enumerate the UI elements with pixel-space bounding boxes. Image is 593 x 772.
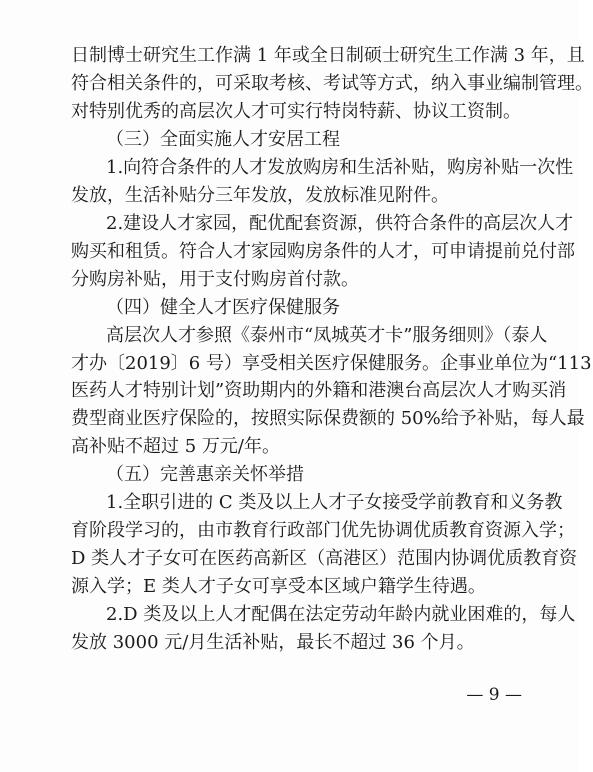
section-heading: （五）完善惠亲关怀举措 bbox=[106, 464, 304, 486]
paragraph-line: 对特别优秀的高层次人才可实行特岗特薪、协议工资制。 bbox=[71, 100, 521, 122]
paragraph-line: 才办〔2019〕6 号）享受相关医疗保健服务。企事业单位为“113 bbox=[71, 352, 592, 374]
paragraph-line: 发放，生活补贴分三年发放，发放标准见附件。 bbox=[71, 184, 449, 206]
section-heading: （三）全面实施人才安居工程 bbox=[106, 128, 340, 150]
paragraph-line: 2.建设人才家园，配优配套资源，供符合条件的高层次人才 bbox=[106, 212, 574, 234]
paragraph-line: 源入学；E 类人才子女可享受本区域户籍学生待遇。 bbox=[71, 576, 486, 598]
page-number: — 9 — bbox=[466, 685, 522, 705]
paragraph-line: 2.D 类及以上人才配偶在法定劳动年龄内就业困难的，每人 bbox=[106, 604, 576, 625]
paragraph-line: 育阶段学习的，由市教育行政部门优先协调优质教育资源入学； bbox=[71, 520, 575, 542]
paragraph-line: D 类人才子女可在医药高新区（高港区）范围内协调优质教育资 bbox=[71, 548, 578, 570]
paragraph-line: 发放 3000 元/月生活补贴，最长不超过 36 个月。 bbox=[71, 632, 475, 653]
paragraph-line: 日制博士研究生工作满 1 年或全日制硕士研究生工作满 3 年，且 bbox=[71, 45, 585, 66]
paragraph-line: 高补贴不超过 5 万元/年。 bbox=[71, 436, 280, 458]
paragraph-line: 医药人才特别计划”资助期内的外籍和港澳台高层次人才购买消 bbox=[71, 380, 567, 402]
paragraph-line: 1.全职引进的 C 类及以上人才子女接受学前教育和义务教 bbox=[106, 492, 563, 514]
paragraph-line: 分购房补贴，用于支付购房首付款。 bbox=[71, 268, 359, 290]
paragraph-line: 高层次人才参照《泰州市“凤城英才卡”服务细则》（泰人 bbox=[106, 324, 548, 346]
section-heading: （四）健全人才医疗保健服务 bbox=[106, 296, 340, 318]
paragraph-line: 费型商业医疗保险的，按照实际保费额的 50%给予补贴，每人最 bbox=[71, 408, 585, 430]
paragraph-line: 符合相关条件的，可采取考核、考试等方式，纳入事业编制管理。 bbox=[71, 73, 593, 94]
paragraph-line: 购买和租赁。符合人才家园购房条件的人才，可申请提前兑付部 bbox=[71, 240, 575, 262]
paragraph-line: 1.向符合条件的人才发放购房和生活补贴，购房补贴一次性 bbox=[106, 156, 574, 178]
